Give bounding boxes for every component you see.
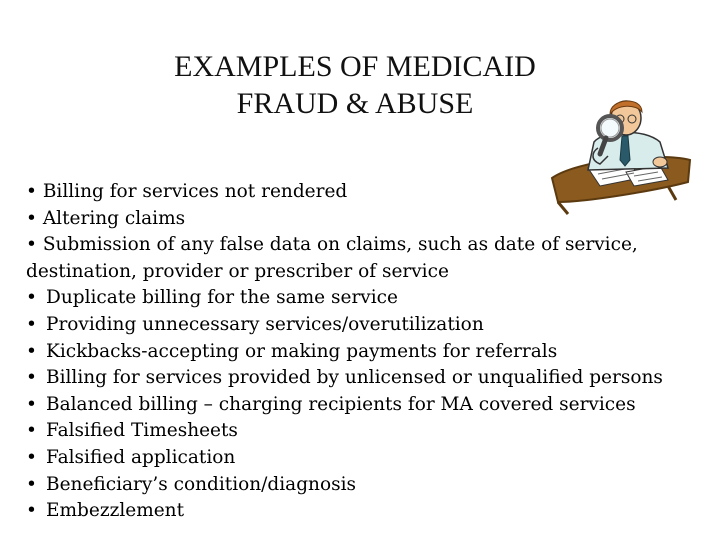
bullet-glyph: • bbox=[26, 313, 37, 335]
list-item bbox=[26, 285, 710, 312]
list-item bbox=[26, 179, 710, 206]
list-item bbox=[26, 365, 710, 392]
list-item-text: Beneficiary’s condition/diagnosis bbox=[46, 473, 357, 495]
bullet-glyph: • bbox=[26, 446, 37, 468]
list-item-text: Balanced billing – charging recipients for MA covered services bbox=[46, 393, 636, 415]
list-item-text: Falsified application bbox=[46, 446, 236, 468]
bullet-glyph: • bbox=[26, 393, 37, 415]
bullet-glyph: • bbox=[26, 473, 37, 495]
list-item bbox=[26, 498, 710, 525]
list-item-text: Billing for services not rendered bbox=[42, 181, 348, 202]
list-item-text: Altering claims bbox=[42, 207, 186, 229]
bullet-glyph: • bbox=[26, 340, 37, 362]
bullet-glyph: • bbox=[26, 207, 37, 229]
slide-title-line-1: EXAMPLES OF MEDICAID bbox=[174, 50, 536, 83]
list-item-text: Embezzlement bbox=[46, 500, 185, 522]
list-item bbox=[26, 392, 710, 419]
list-item bbox=[26, 445, 710, 472]
bullet-glyph: • bbox=[26, 420, 37, 442]
bullet-glyph: • bbox=[26, 181, 37, 202]
slide-title-line-2: FRAUD & ABUSE bbox=[236, 87, 474, 120]
list-item bbox=[26, 206, 710, 233]
bullet-glyph: • bbox=[26, 500, 37, 522]
list-item bbox=[26, 472, 710, 499]
list-item bbox=[26, 339, 710, 366]
list-item-text: Duplicate billing for the same service bbox=[46, 287, 398, 309]
bullet-glyph: • bbox=[26, 367, 37, 389]
list-item-text: Providing unnecessary services/overutilization bbox=[46, 313, 484, 335]
bullet-glyph: • bbox=[26, 234, 37, 256]
list-item-text: Submission of any false data on claims, such as date of service, destination, provider or prescriber of service bbox=[26, 234, 638, 282]
bullet-glyph: • bbox=[26, 287, 37, 309]
list-item-text: Billing for services provided by unlicensed or unqualified persons bbox=[46, 367, 663, 389]
fraud-examples-list bbox=[26, 179, 710, 525]
list-item-text: Kickbacks-accepting or making payments for referrals bbox=[46, 340, 558, 362]
list-item-text: Falsified Timesheets bbox=[46, 420, 238, 442]
list-item bbox=[26, 312, 710, 339]
list-item bbox=[26, 232, 710, 285]
list-item bbox=[26, 418, 710, 445]
